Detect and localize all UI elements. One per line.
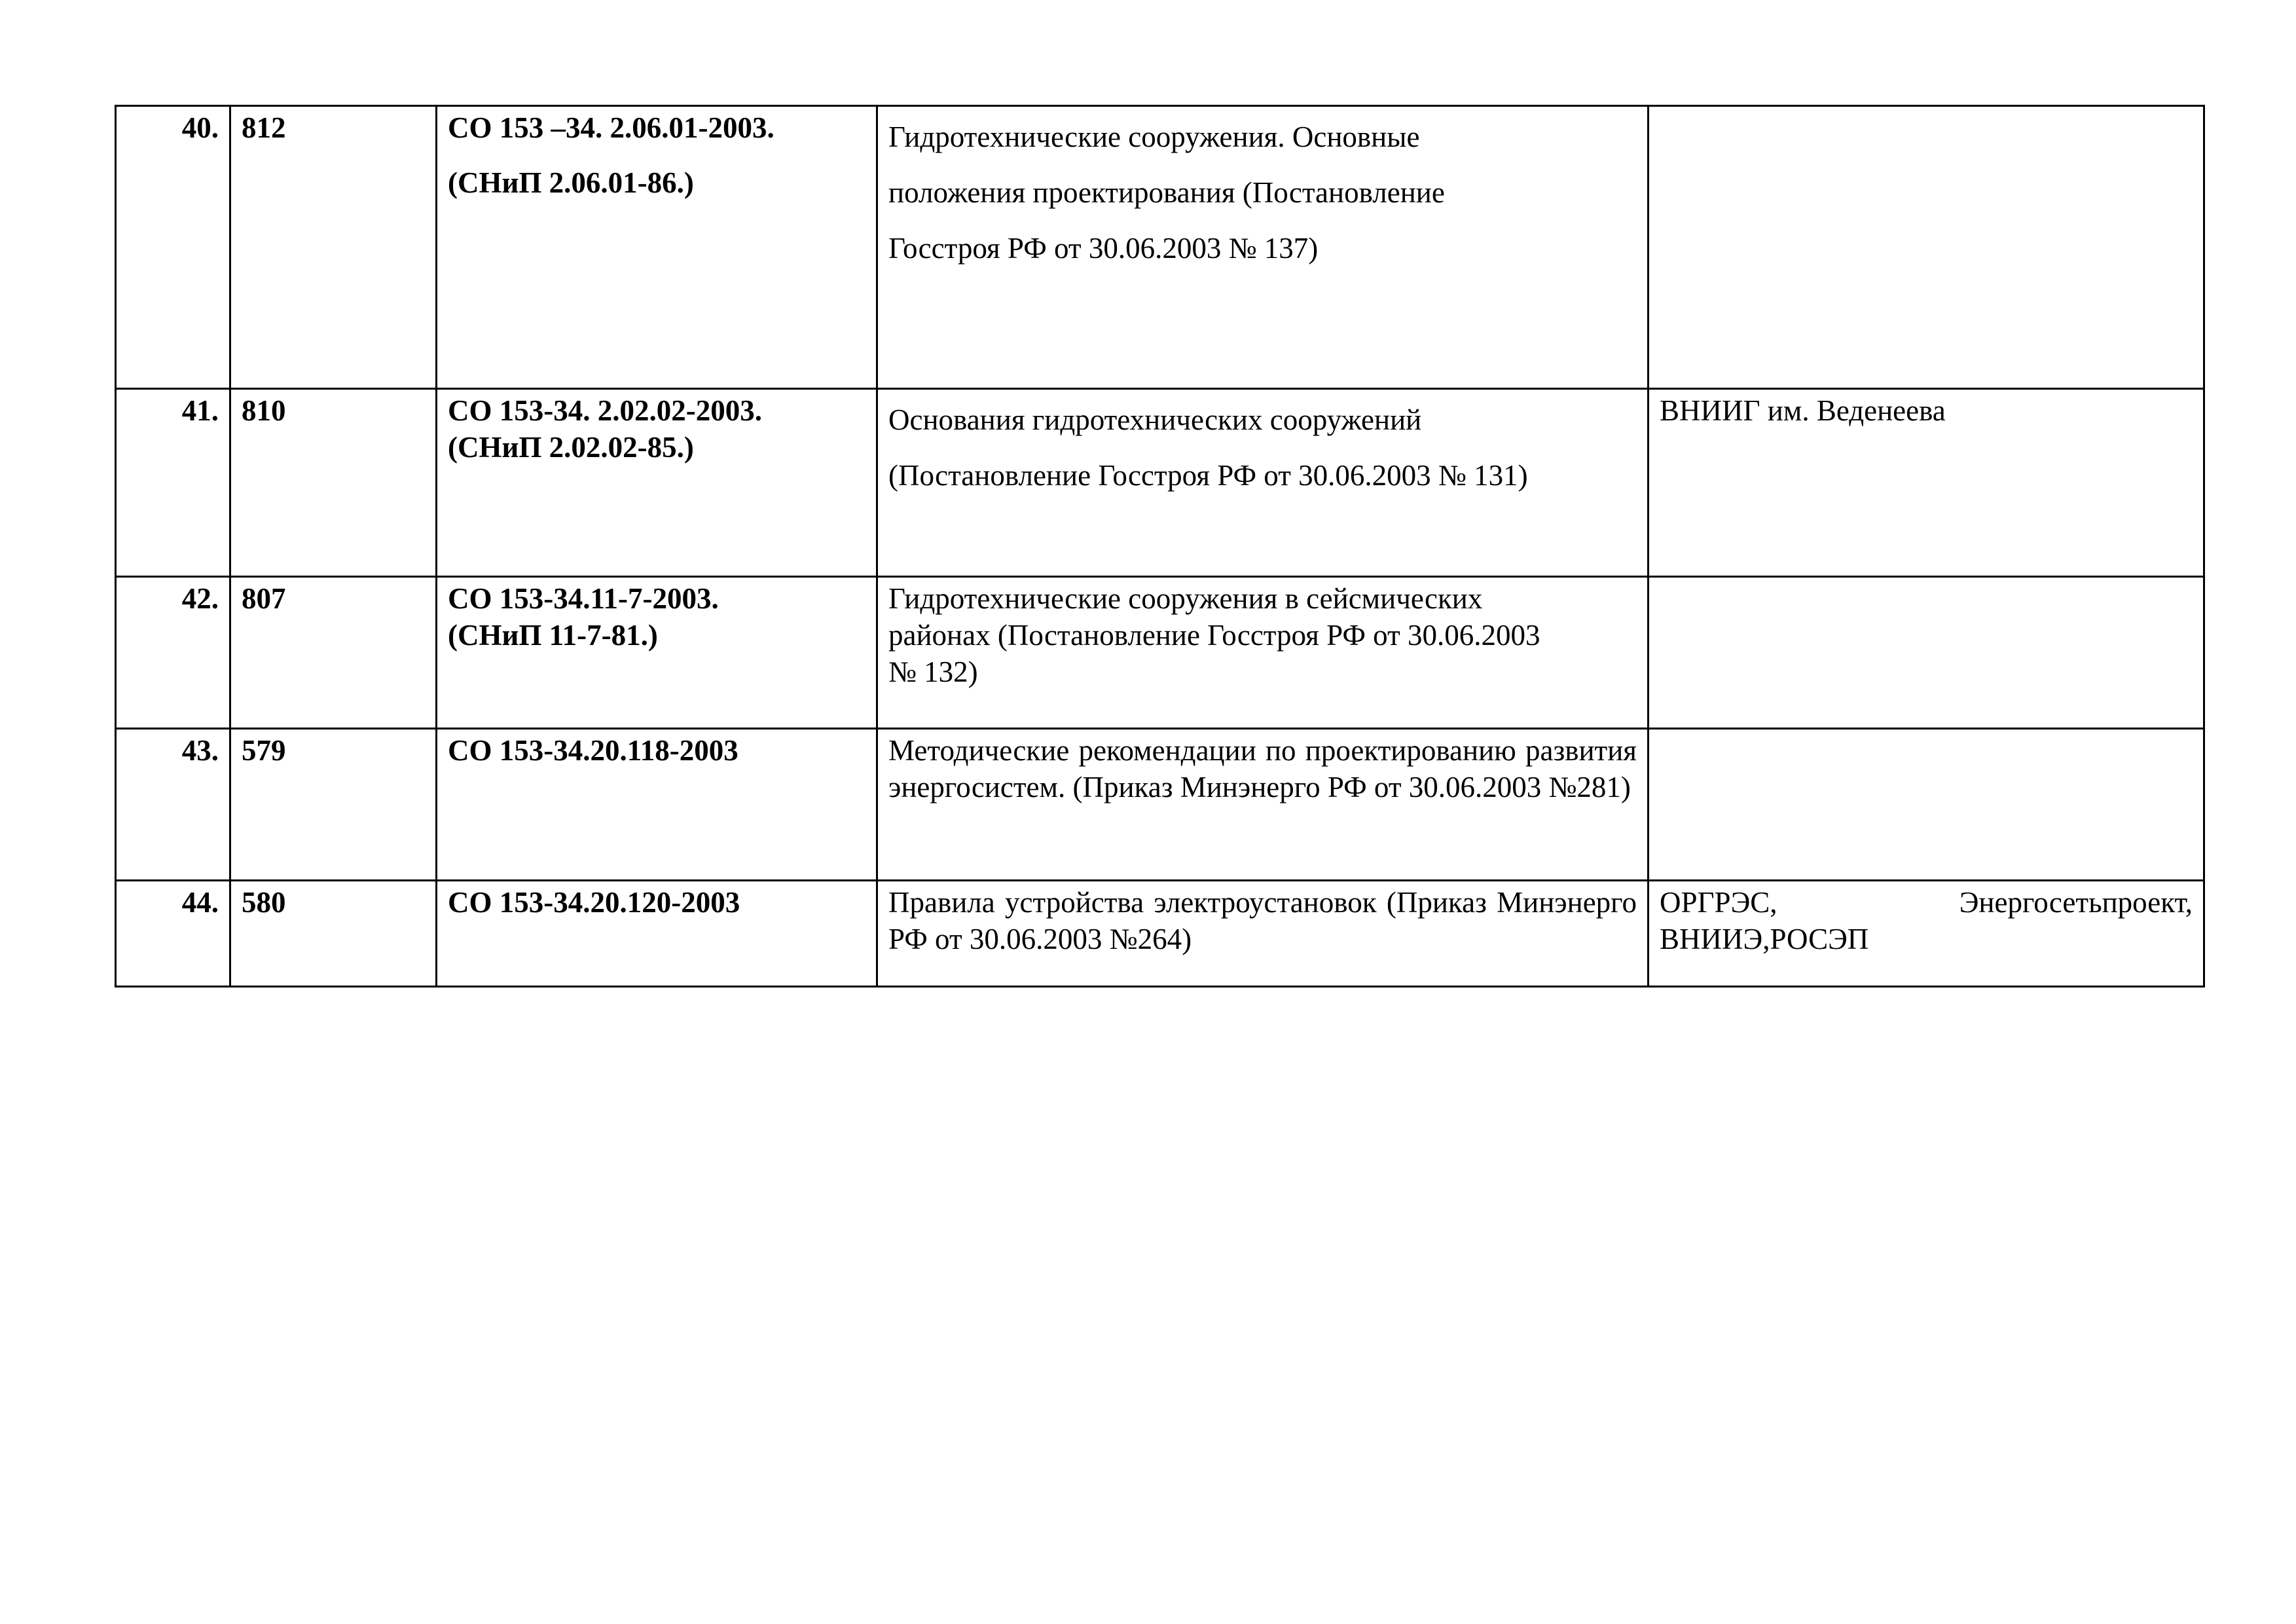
standard-designation: [437, 389, 877, 577]
organization-name: Энергосетьпроект,: [1959, 886, 2193, 919]
organization-line: [1660, 884, 2193, 921]
organization-line: ВНИИГ им. Веденеева: [1660, 394, 1946, 427]
title-line: Госстроя РФ от 30.06.2003 № 137): [888, 232, 1319, 265]
standard-line: (СНиП 2.06.01-86.): [448, 166, 694, 199]
title-line: положения проектирования (Постановление: [888, 176, 1445, 209]
standard-line: СО 153-34. 2.02.02-2003.: [448, 394, 762, 427]
standard-designation: [437, 881, 877, 987]
standard-line: СО 153-34.11-7-2003.: [448, 582, 719, 615]
standard-line: (СНиП 11-7-81.): [448, 619, 658, 652]
organization-name: ОРГРЭС,: [1660, 886, 1777, 919]
document-title: Правила устройства электроустановок (Приказ Минэнерго РФ от 30.06.2003 №264): [877, 881, 1649, 987]
developer-organization: [1649, 389, 2204, 577]
developer-organization: [1649, 729, 2204, 881]
row-number: 43.: [116, 729, 230, 881]
organization-line: ВНИИЭ,РОСЭП: [1660, 923, 1869, 955]
registry-code: 580: [230, 881, 437, 987]
registry-code: 812: [230, 106, 437, 389]
title-line: Гидротехнические сооружения. Основные: [888, 120, 1420, 153]
document-title: Методические рекомендации по проектированию развития энергосистем. (Приказ Минэнерго РФ от 30.06.2003 №281): [877, 729, 1649, 881]
standard-line: СО 153-34.20.120-2003: [448, 886, 740, 919]
document-title: [877, 577, 1649, 729]
standard-designation: [437, 729, 877, 881]
document-title: [877, 106, 1649, 389]
title-line: Основания гидротехнических сооружений: [888, 403, 1422, 436]
row-number: 41.: [116, 389, 230, 577]
table-row: [116, 881, 2204, 987]
standard-designation: [437, 106, 877, 389]
standard-line: (СНиП 2.02.02-85.): [448, 431, 694, 464]
standard-line: СО 153-34.20.118-2003: [448, 734, 738, 767]
title-line: районах (Постановление Госстроя РФ от 30.06.2003: [888, 619, 1540, 652]
developer-organization: [1649, 881, 2204, 987]
registry-code: 807: [230, 577, 437, 729]
row-number: 42.: [116, 577, 230, 729]
table-row: [116, 729, 2204, 881]
developer-organization: [1649, 577, 2204, 729]
row-number: 40.: [116, 106, 230, 389]
title-line: Гидротехнические сооружения в сейсмических: [888, 582, 1483, 615]
title-line: (Постановление Госстроя РФ от 30.06.2003 № 131): [888, 459, 1528, 492]
registry-code: 810: [230, 389, 437, 577]
standard-line: СО 153 –34. 2.06.01-2003.: [448, 111, 774, 144]
document-title: [877, 389, 1649, 577]
title-line: № 132): [888, 655, 978, 688]
table-row: [116, 106, 2204, 389]
row-number: 44.: [116, 881, 230, 987]
standards-table: [115, 105, 2205, 987]
standard-designation: [437, 577, 877, 729]
table-row: [116, 577, 2204, 729]
table-row: [116, 389, 2204, 577]
developer-organization: [1649, 106, 2204, 389]
registry-code: 579: [230, 729, 437, 881]
